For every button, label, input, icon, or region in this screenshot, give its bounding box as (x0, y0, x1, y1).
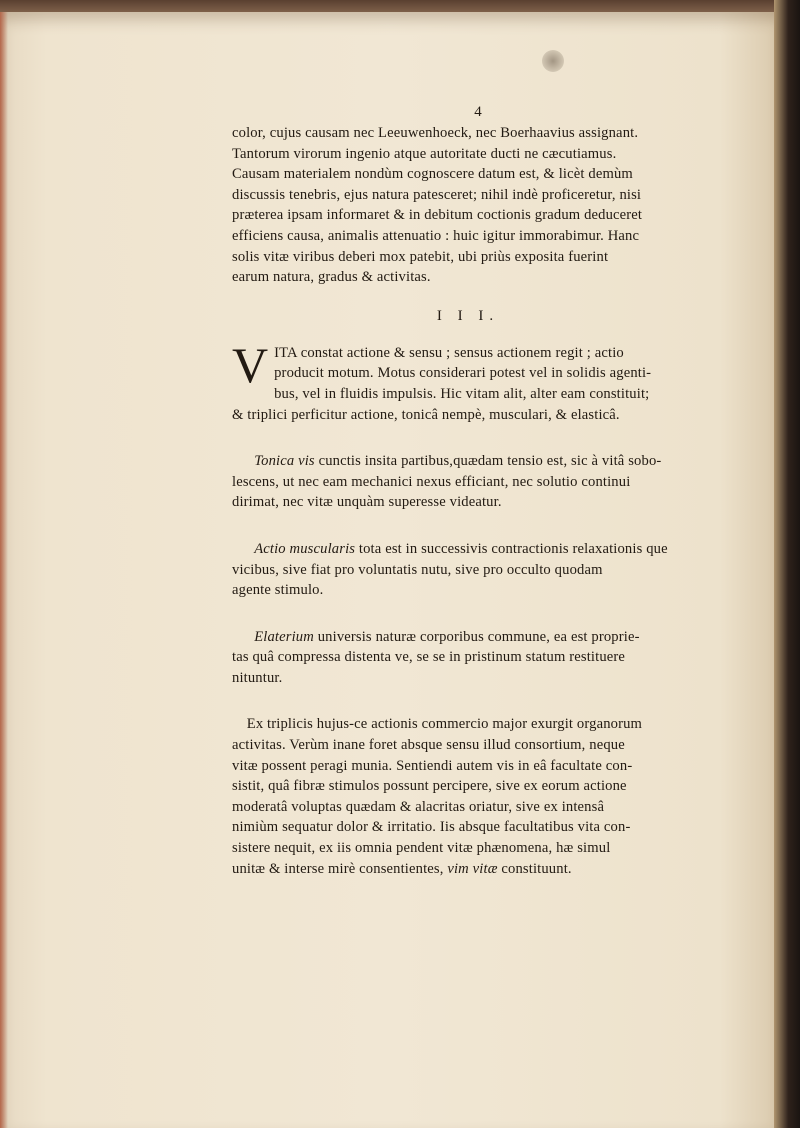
tonica-lead: Tonica vis (254, 453, 315, 470)
drop-cap: V (232, 336, 269, 393)
text-line (232, 627, 704, 648)
book-spine-edge (774, 0, 800, 1128)
actio-paragraph (232, 539, 704, 601)
text-line: earum natura, gradus & activitas. (232, 269, 431, 286)
text-line: sistere nequit, ex iis omnia pendent vitæ phænomena, hæ simul (232, 840, 611, 857)
text-line (232, 539, 704, 560)
text-line: nimiùm sequatur dolor & irritatio. Iis absque facultatibus vita con- (232, 819, 631, 836)
text-line: bus, vel in fluidis impulsis. Hic vitam alit, alter eam constituit; (274, 385, 650, 402)
final-last-line-text: unitæ & interse mirè consentientes, (232, 860, 448, 877)
final-line-text: Ex triplicis hujus-ce actionis commercio major exurgit organorum (246, 716, 643, 733)
text-line: nituntur. (232, 669, 283, 686)
text-line: moderatâ voluptas quædam & alacritas oriatur, sive ex intensâ (232, 798, 605, 815)
elaterium-paragraph (232, 627, 704, 689)
text-line: dirimat, nec vitæ unquàm superesse videatur. (232, 494, 502, 511)
vim-vitae-italic: vim vitæ (447, 860, 498, 877)
text-line: vitæ possent peragi munia. Sentiendi autem vis in eâ facultate con- (232, 757, 633, 774)
text-line: lescens, ut nec eam mechanici nexus efficiant, nec solutio continui (232, 473, 631, 490)
text-line: sistit, quâ fibræ stimulos possunt percipere, sive ex eorum actione (232, 778, 627, 795)
text-line (232, 451, 704, 472)
text-line: vicibus, sive fiat pro voluntatis nutu, sive pro occulto quodam (232, 561, 603, 578)
tonica-line-text: cunctis insita partibus,quædam tensio est, sic à vitâ sobo- (314, 453, 662, 470)
text-line: solis vitæ viribus deberi mox patebit, ubi priùs exposita fuerint (232, 248, 609, 265)
text-line: color, cujus causam nec Leeuwenhoeck, nec Boerhaavius assignant. (232, 125, 639, 141)
text-line: tas quâ compressa distenta ve, se se in pristinum statum restituere (232, 649, 626, 666)
text-line: præterea ipsam informaret & in debitum coctionis gradum deduceret (232, 207, 643, 224)
page-text (232, 104, 704, 879)
intro-paragraph (232, 123, 704, 288)
text-line: activitas. Verùm inane foret absque sensu illud consortium, neque (232, 737, 625, 754)
text-line (232, 714, 704, 735)
section-heading: I I I. (436, 307, 500, 324)
paper-stain (542, 50, 564, 72)
text-line: Causam materialem nondùm cognoscere datum est, & licèt demùm (232, 166, 633, 183)
first-paragraph-text (232, 336, 704, 425)
text-line: & triplici perficitur actione, tonicâ nempè, musculari, & elasticâ. (232, 406, 620, 423)
text-line: discussis tenebris, ejus natura patesceret; nihil indè proficeretur, nisi (232, 186, 642, 203)
first-paragraph (232, 336, 704, 425)
actio-lead: Actio muscularis (254, 540, 356, 557)
text-line (232, 859, 704, 880)
actio-line-text: tota est in successivis contractionis relaxationis que (355, 540, 668, 557)
text-line: Tantorum virorum ingenio atque autoritate ducti ne cæcutiamus. (232, 145, 617, 162)
final-closing-text: constituunt. (497, 860, 572, 877)
text-line: efficiens causa, animalis attenuatio : huic igitur immorabimur. Hanc (232, 227, 640, 244)
page-number: 4 (474, 104, 482, 120)
elaterium-lead: Elaterium (254, 628, 314, 645)
text-line: producit motum. Motus considerari potest vel in solidis agenti- (274, 365, 652, 382)
tonica-paragraph (232, 451, 704, 513)
text-line: agente stimulo. (232, 582, 324, 599)
elaterium-line-text: universis naturæ corporibus commune, ea est proprie- (313, 628, 640, 645)
text-line: ITA constat actione & sensu ; sensus actionem regit ; actio (274, 344, 624, 361)
final-paragraph (232, 714, 704, 879)
